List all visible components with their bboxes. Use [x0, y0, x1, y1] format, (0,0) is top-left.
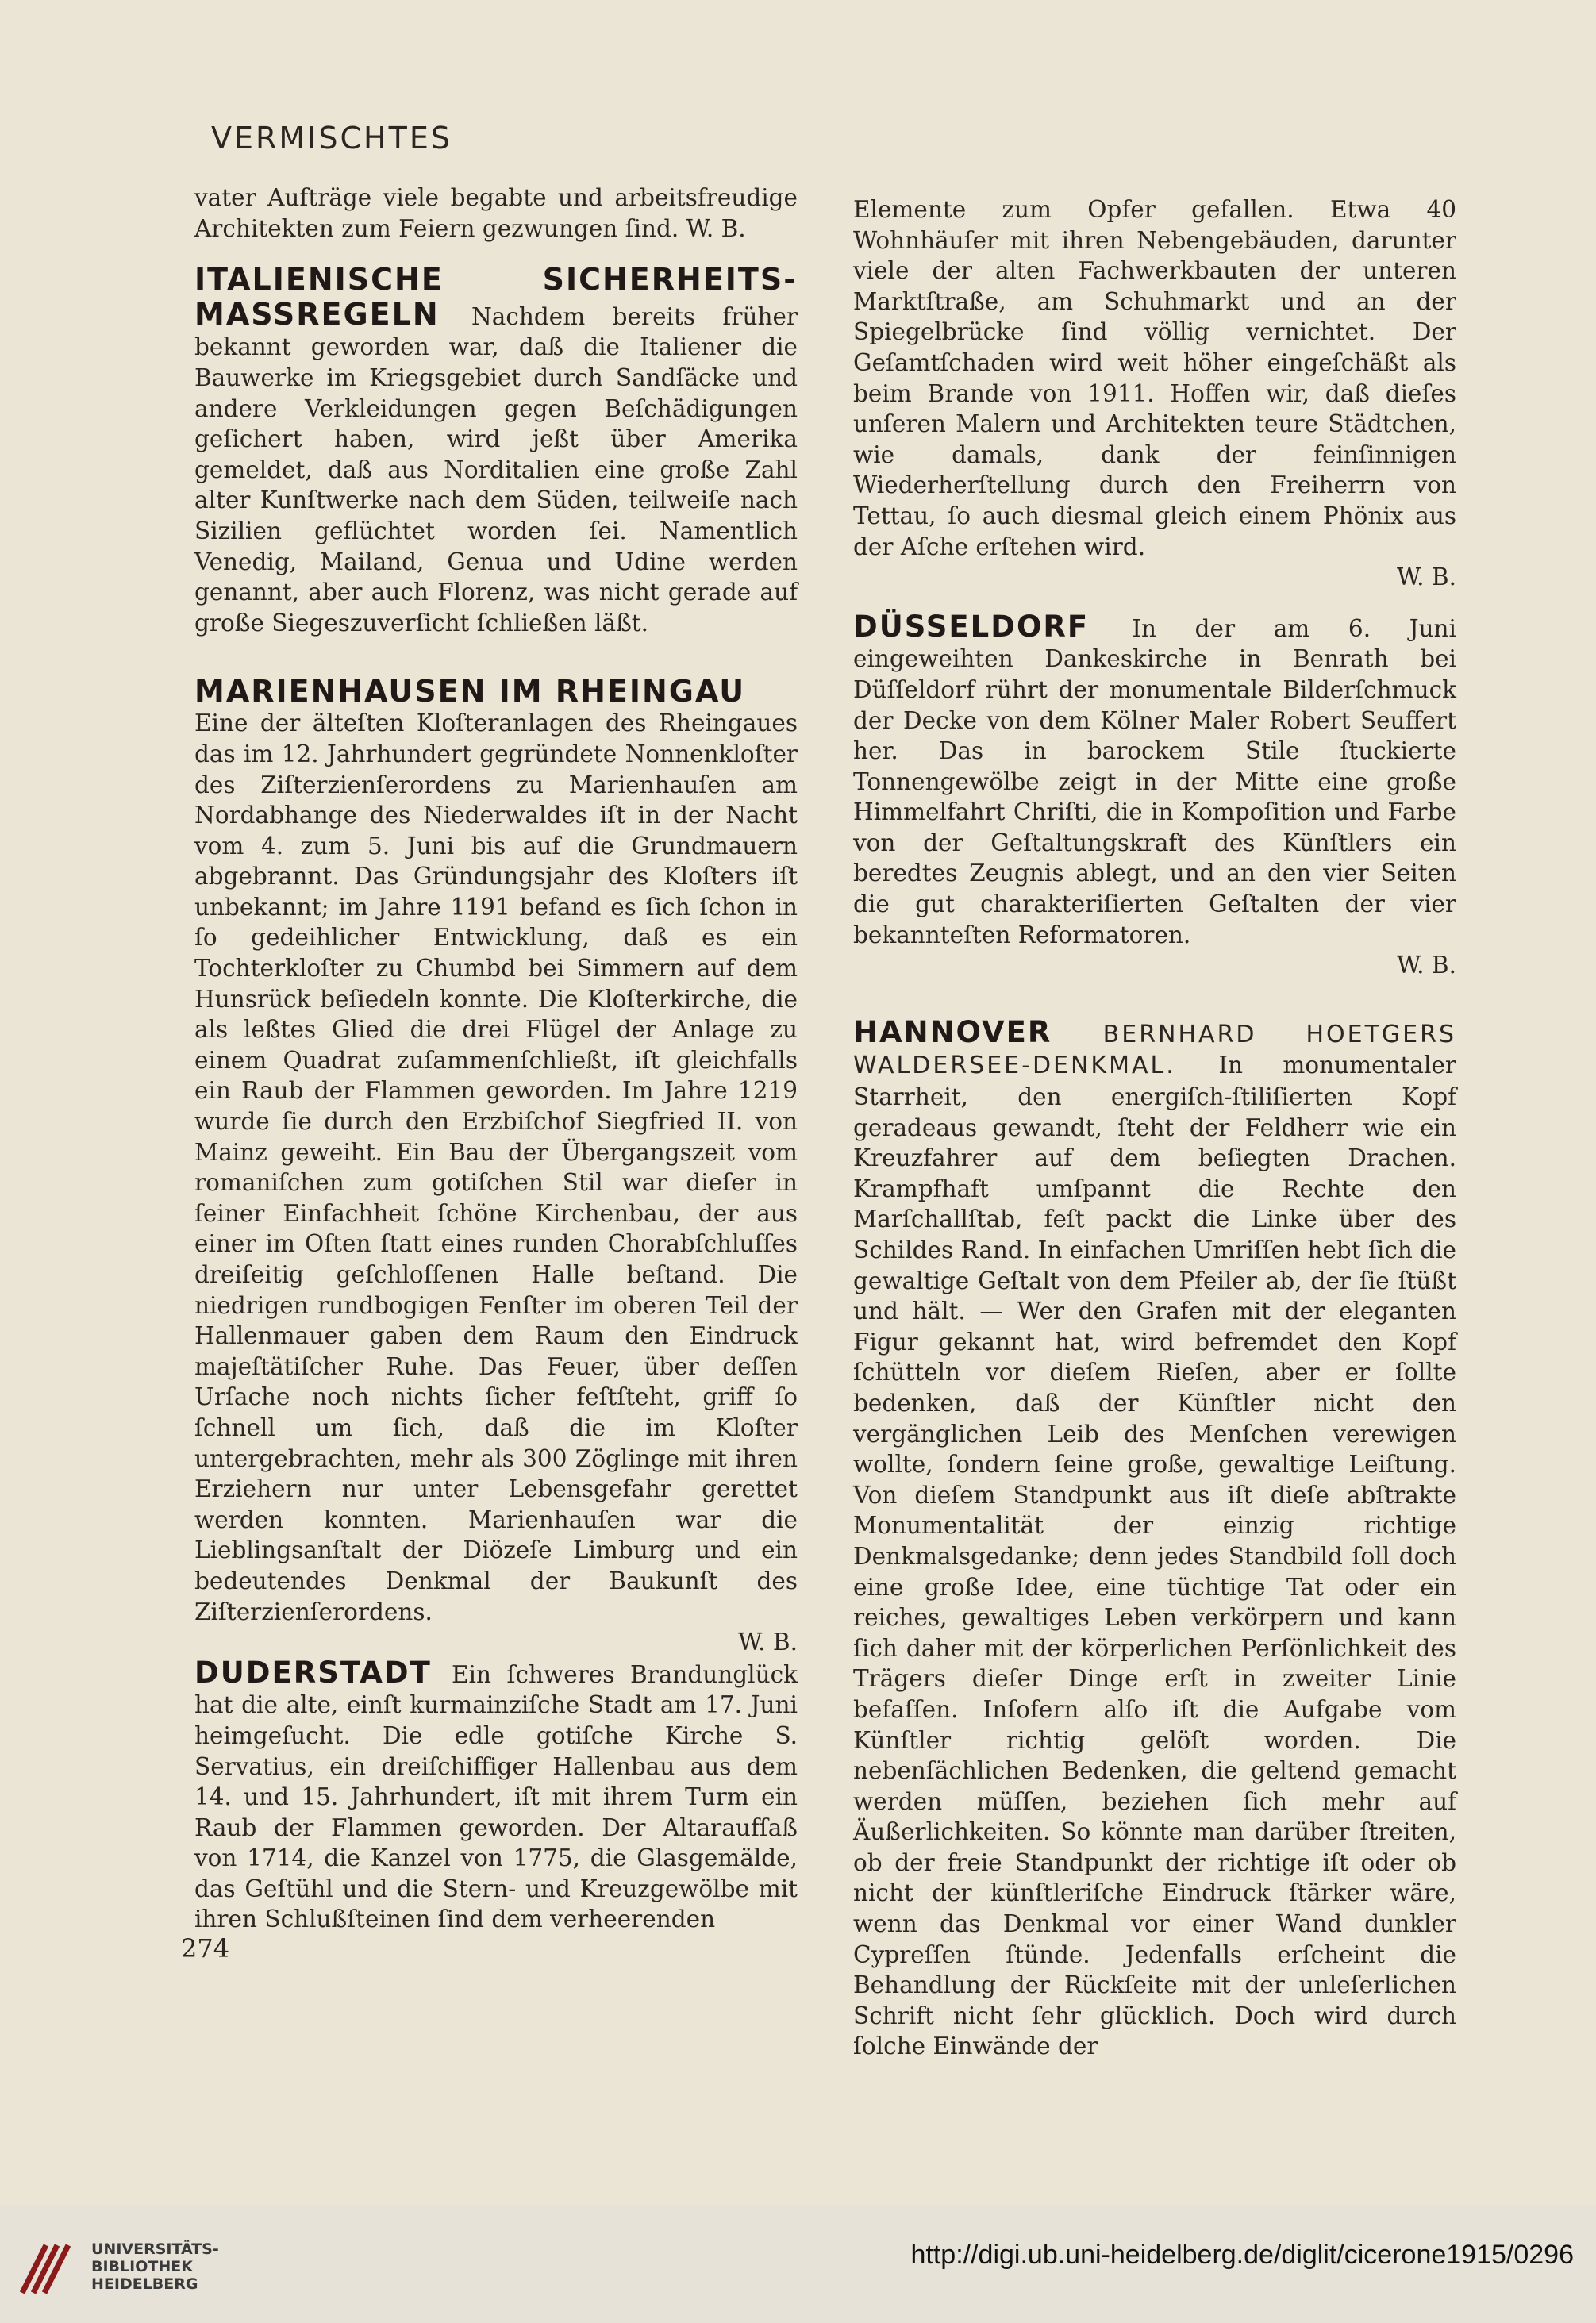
page-number: 274 [181, 1933, 230, 1963]
source-url-link[interactable]: http://digi.ub.uni-heidelberg.de/diglit/cicerone1915/0296 [910, 2240, 1574, 2270]
footer-bar [0, 2205, 1596, 2323]
signature-marienhausen: W. B. [738, 1629, 798, 1656]
library-logo-icon [17, 2240, 75, 2298]
article-hannover [853, 1014, 1456, 2062]
body-duderstadt-cont: Elemente zum Opfer gefallen. Etwa 40 Wohnhäuſer mit ihren Nebengebäuden, darunter viele der alten Fachwerkbauten der unteren Marktſtraße, am Schuhmarkt und an der Spiegelbrücke ſind völlig vernichtet. Der Geſamtſchaden wird weit höher eingeſchäßt als beim Brande von 1911. Hoffen wir, daß dieſes unſeren Malern und Architekten teure Städtchen, wie damals, dank der feinſinnigen Wiederherſtellung durch den Freiherrn von Tettau, ſo auch diesmal gleich einem Phönix aus der Aſche erſtehen wird. [853, 196, 1456, 560]
library-name [91, 2240, 219, 2293]
signature-duesseldorf: W. B. [1397, 952, 1456, 979]
heading-marienhausen: MARIENHAUSEN IM RHEINGAU [194, 674, 746, 710]
library-name-line3: HEIDELBERG [91, 2275, 198, 2293]
heading-hannover: HANNOVER [853, 1014, 1103, 1049]
heading-italien: ITALIENISCHE SICHERHEITS-MASSREGELN [194, 262, 798, 332]
body-duderstadt: Ein ſchweres Brandunglück hat die alte, einſt kurmainziſche Stadt am 17. Juni heimgeſucht. Die edle gotiſche Kirche S. Servatius, ein dreiſchiffiger Hallenbau aus dem 14. und 15. Jahrhundert, iſt mit ihrem Turm ein Raub der Flammen geworden. Der Altaraufſaß von 1714, die Kanzel von 1775, die Glasgemälde, das Geſtühl und die Stern- und Kreuzgewölbe mit ihren Schlußſteinen ſind dem verheerenden [194, 1660, 798, 1933]
running-head: VERMISCHTES [211, 121, 452, 156]
body-marienhausen: Eine der älteſten Kloſteranlagen des Rheingaues das im 12. Jahrhundert gegründete Nonnenkloſter des Ziſterzienſerordens zu Marienhauſen am Nordabhange des Niederwaldes iſt in der Nacht vom 4. zum 5. Juni bis auf die Grundmauern abgebrannt. Das Gründungsjahr des Kloſters iſt unbekannt; im Jahre 1191 befand es ſich ſchon in ſo gedeihlicher Entwicklung, daß es ein Tochterkloſter zu Chumbd bei Simmern auf dem Hunsrück beſiedeln konnte. Die Kloſterkirche, die als leßtes Glied die drei Flügel der Anlage zu einem Quadrat zuſammenſchließt, iſt gleichfalls ein Raub der Flammen geworden. Im Jahre 1219 wurde ſie durch den Erzbiſchof Siegfried II. von Mainz geweiht. Ein Bau der Übergangszeit vom romaniſchen zum gotiſchen Stil war dieſer in ſeiner Einfachheit ſchöne Kirchenbau, der aus einer im Oſten ſtatt eines runden Chorabſchluſſes dreiſeitig geſchloſſenen Halle beſtand. Die niedrigen rundbogigen Fenſter im oberen Teil der Hallenmauer gaben dem Raum den Eindruck majeſtätiſcher Ruhe. Das Feuer, über deſſen Urſache noch nichts ſicher feſtſteht, griff ſo ſchnell um ſich, daß die im Kloſter untergebrachten, mehr als 300 Zöglinge mit ihren Erziehern nur unter Lebensgefahr gerettet werden konnten. Marienhauſen war die Lieblingsanſtalt der Diözeſe Limburg und ein bedeutendes Denkmal der Baukunſt des Ziſterzienſerordens. [194, 710, 798, 1625]
article-duesseldorf [853, 609, 1456, 951]
subheading-hannover: BERNHARD HOETGERS WALDERSEE-DENKMAL. [853, 1020, 1456, 1080]
body-duesseldorf: In der am 6. Juni eingeweihten Dankeskirche in Benrath bei Düſſeldorf rührt der monumentale Bilderſchmuck der Decke von dem Kölner Maler Robert Seuffert her. Das in barockem Stile ſtuckierte Tonnengewölbe zeigt in der Mitte eine große Himmelfahrt Chriſti, die in Kompoſition und Farbe von der Geſtaltungskraft des Künſtlers ein beredtes Zeugnis ablegt, und an den vier Seiten die gut charakteriſierten Geſtalten der vier bekannteſten Reformatoren. [853, 614, 1456, 948]
left-column [194, 183, 798, 1935]
heading-duesseldorf: DÜSSELDORF [853, 609, 1133, 644]
intro-paragraph: vater Aufträge viele begabte und arbeitsfreudige Architekten zum Feiern gezwungen ſind. W. B. [194, 184, 798, 242]
body-italien: Nachdem bereits früher bekannt geworden war, daß die Italiener die Bauwerke im Kriegsgebiet durch Sandſäcke und andere Verkleidungen gegen Beſchädigungen geſichert haben, wird jeßt über Amerika gemeldet, daß aus Norditalien eine große Zahl alter Kunſtwerke nach dem Süden, teilweiſe nach Sizilien geflüchtet worden ſei. Namentlich Venedig, Mailand, Genua und Udine werden genannt, aber auch Florenz, was nicht gerade auf große Siegeszuverſicht ſchließen läßt. [194, 302, 798, 637]
body-hannover: In monumentaler Starrheit, den energiſch-ſtiliſierten Kopf geradeaus gewandt, ſteht der Feldherr wie ein Kreuzfahrer auf dem beſiegten Drachen. Krampfhaft umſpannt die Rechte den Marſchallſtab, feſt packt die Linke über des Schildes Rand. In einfachen Umriſſen hebt ſich die gewaltige Geſtalt von dem Pfeiler ab, der ſie ſtüßt und hält. — Wer den Grafen mit der eleganten Figur gekannt hat, wird befremdet den Kopf ſchütteln vor dieſem Rieſen, aber er ſollte bedenken, daß der Künſtler nicht den vergänglichen Leib des Menſchen verewigen wollte, ſondern ſeine große, gewaltige Leiſtung. Von dieſem Standpunkt aus iſt dieſe abſtrakte Monumentalität der einzig richtige Denkmalsgedanke; denn jedes Standbild ſoll doch eine große Idee, eine tüchtige Tat oder ein reiches, gewaltiges Leben verkörpern und kann ſich daher mit der körperlichen Perſönlichkeit des Trägers dieſer Dinge erſt in zweiter Linie befaſſen. Inſofern alſo iſt die Aufgabe vom Künſtler richtig gelöſt worden. Die nebenſächlichen Bedenken, die geltend gemacht werden müſſen, beziehen ſich mehr auf Äußerlichkeiten. So könnte man darüber ſtreiten, ob der freie Standpunkt der richtige iſt oder ob nicht der künſtleriſche Eindruck ſtärker wäre, wenn das Denkmal vor einer Wand dunkler Cypreſſen ſtünde. Jedenfalls erſcheint die Behandlung der Rückſeite mit der unleſerlichen Schrift nicht ſehr glücklich. Doch wird durch ſolche Einwände der [853, 1052, 1456, 2060]
library-name-line2: BIBLIOTHEK [91, 2258, 193, 2275]
heading-duderstadt: DUDERSTADT [194, 1655, 452, 1690]
signature-duderstadt: W. B. [1397, 563, 1456, 591]
article-duderstadt [194, 1655, 798, 1935]
library-name-line1: UNIVERSITÄTS- [91, 2240, 219, 2258]
right-column [853, 194, 1456, 2062]
article-italien [194, 263, 798, 638]
